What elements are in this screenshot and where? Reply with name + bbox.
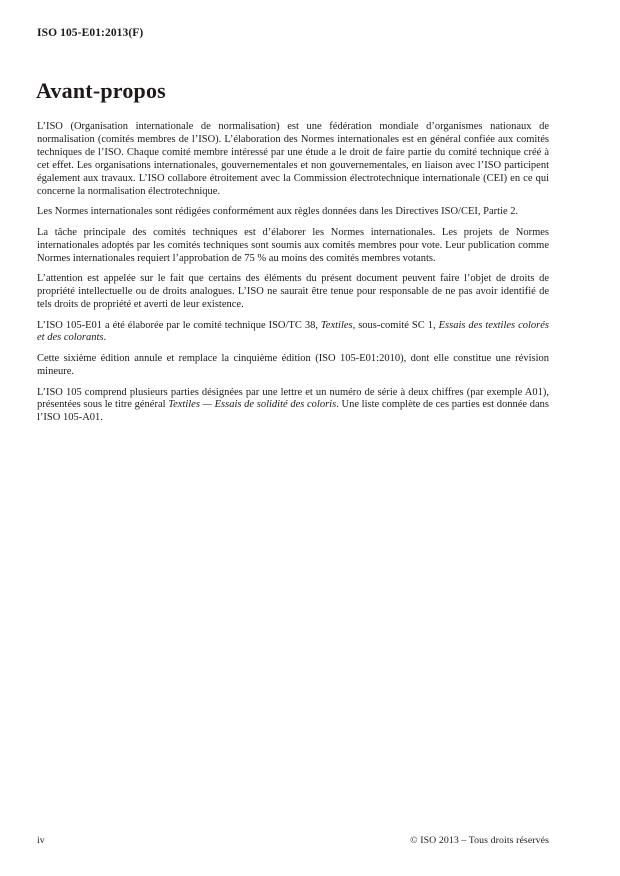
paragraph-text: . Une liste complète de ces parties est donnée dans l’ISO 105-A01.	[37, 399, 549, 424]
page-number: iv	[37, 835, 45, 846]
paragraph-comite-elaboration	[37, 320, 549, 346]
paragraph-comites-techniques: La tâche principale des comités techniques est d’élaborer les Normes internationales. Les projets de Normes internationales adoptés par les comités techniques sont soumis aux comités membres pour vote. Leur publication comme Normes internationales requiert l’approbation de 75 % au moins des comités membres votants.	[37, 226, 549, 264]
paragraph-propriete-intellectuelle: L’attention est appelée sur le fait que certains des éléments du présent document peuvent faire l’objet de droits de propriété intellectuelle ou de droits analogues. L’ISO ne saurait être tenue pour responsable de ne pas avoir identifié de tels droits de propriété et averti de leur existence.	[37, 273, 549, 310]
paragraph-text: .	[103, 332, 107, 344]
paragraph-text: L’ISO 105 comprend plusieurs parties désignées par une lettre et un numéro de série à deux chiffres (par exemple A01), présentées sous le titre général	[37, 386, 549, 411]
paragraph-edition: Cette sixième édition annule et remplace la cinquième édition (ISO 105-E01:2010), dont elle constitue une révision mineure.	[37, 353, 549, 377]
paragraph-directives: Les Normes internationales sont rédigées conformément aux règles données dans les Directives ISO/CEI, Partie 2.	[37, 206, 519, 218]
italic-subcommittee-name: Essais des textiles colorés et des colorants	[37, 319, 550, 344]
paragraph-text: , sous-comité SC 1,	[352, 319, 439, 331]
document-reference: ISO 105-E01:2013(F)	[37, 27, 144, 39]
page-title: Avant-propos	[36, 78, 166, 103]
paragraph-text: L’ISO 105-E01 a été élaborée par le comité technique ISO/TC 38,	[37, 319, 321, 331]
page-footer	[37, 835, 549, 846]
copyright-notice: © ISO 2013 – Tous droits réservés	[410, 835, 549, 846]
italic-series-title: Textiles — Essais de solidité des coloris	[168, 399, 337, 411]
italic-committee-name: Textiles	[320, 319, 353, 331]
paragraph-iso-federation: L’ISO (Organisation internationale de normalisation) est une fédération mondiale d’organismes nationaux de normalisation (comités membres de l’ISO). L’élaboration des Normes internationales est en général confiée aux comités techniques de l’ISO. Chaque comité membre intéressé par une étude a le droit de faire partie du comité technique créé à cet effet. Les organisations internationales, gouvernementales et non gouvernementales, en liaison avec l’ISO participent également aux travaux. L’ISO collabore étroitement avec la Commission électrotechnique internationale (CEI) en ce qui concerne la normalisation électrotechnique.	[37, 121, 549, 197]
paragraph-series	[37, 387, 549, 426]
document-body	[37, 121, 549, 433]
